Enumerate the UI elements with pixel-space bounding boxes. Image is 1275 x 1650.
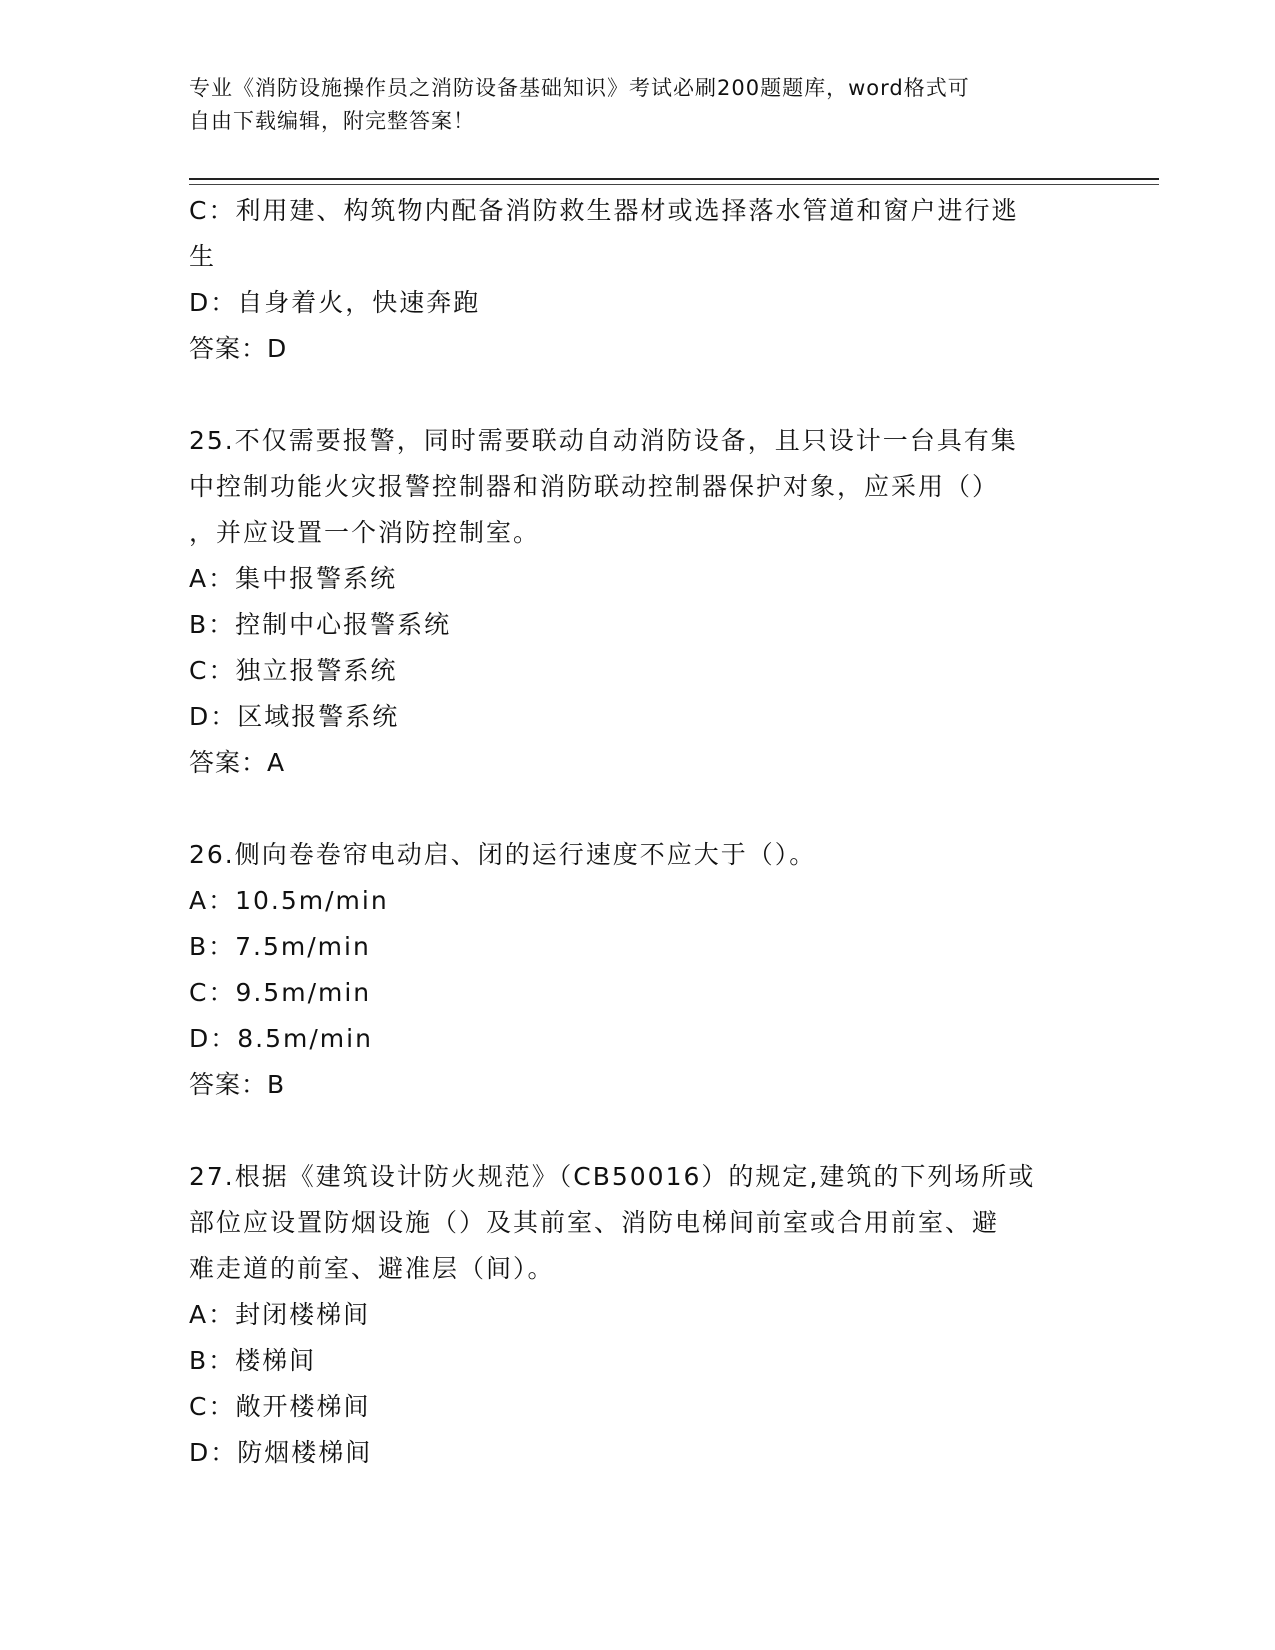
option-c-wrap: 生 [189, 242, 217, 271]
question-stem-line: 25.不仅需要报警，同时需要联动自动消防设备，且只设计一台具有集 [189, 426, 1018, 455]
option-c: C：利用建、构筑物内配备消防救生器材或选择落水管道和窗户进行逃 [189, 196, 1019, 225]
option-c: C：9.5m/min [189, 978, 372, 1007]
question-stem-line: ，并应设置一个消防控制室。 [189, 518, 541, 547]
header-divider-thick [189, 178, 1159, 180]
answer-line: 答案：D [189, 334, 288, 363]
option-d: D：8.5m/min [189, 1024, 373, 1053]
header-divider-thin [189, 184, 1159, 185]
question-25 [189, 418, 1089, 786]
option-a: A：封闭楼梯间 [189, 1300, 371, 1329]
question-stem-line: 26.侧向卷卷帘电动启、闭的运行速度不应大于（）。 [189, 840, 817, 869]
option-d: D：自身着火，快速奔跑 [189, 288, 481, 317]
question-stem-line: 难走道的前室、避准层（间）。 [189, 1254, 555, 1283]
question-stem-line: 中控制功能火灾报警控制器和消防联动控制器保护对象，应采用（） [189, 472, 1000, 501]
document-body [189, 188, 1089, 1476]
spacer [189, 786, 1089, 832]
option-d: D：区域报警系统 [189, 702, 400, 731]
option-b: B：楼梯间 [189, 1346, 317, 1375]
option-a: A：集中报警系统 [189, 564, 398, 593]
option-c: C：独立报警系统 [189, 656, 398, 685]
option-b: B：控制中心报警系统 [189, 610, 452, 639]
option-d: D：防烟楼梯间 [189, 1438, 373, 1467]
question-27 [189, 1154, 1089, 1476]
header-title-line-2: 自由下载编辑，附完整答案！ [189, 109, 475, 133]
document-header [189, 72, 1089, 138]
header-title-line-1: 专业《消防设施操作员之消防设备基础知识》考试必刷200题题库，word格式可 [189, 76, 970, 100]
answer-line: 答案：A [189, 748, 286, 777]
question-stem-line: 部位应设置防烟设施（）及其前室、消防电梯间前室或合用前室、避 [189, 1208, 1000, 1237]
spacer [189, 372, 1089, 418]
spacer [189, 1108, 1089, 1154]
question-26 [189, 832, 1089, 1108]
option-c: C：敞开楼梯间 [189, 1392, 371, 1421]
option-b: B：7.5m/min [189, 932, 371, 961]
option-a: A：10.5m/min [189, 886, 389, 915]
question-24-continuation [189, 188, 1089, 372]
answer-line: 答案：B [189, 1070, 286, 1099]
question-stem-line: 27.根据《建筑设计防火规范》（CB50016）的规定,建筑的下列场所或 [189, 1162, 1036, 1191]
